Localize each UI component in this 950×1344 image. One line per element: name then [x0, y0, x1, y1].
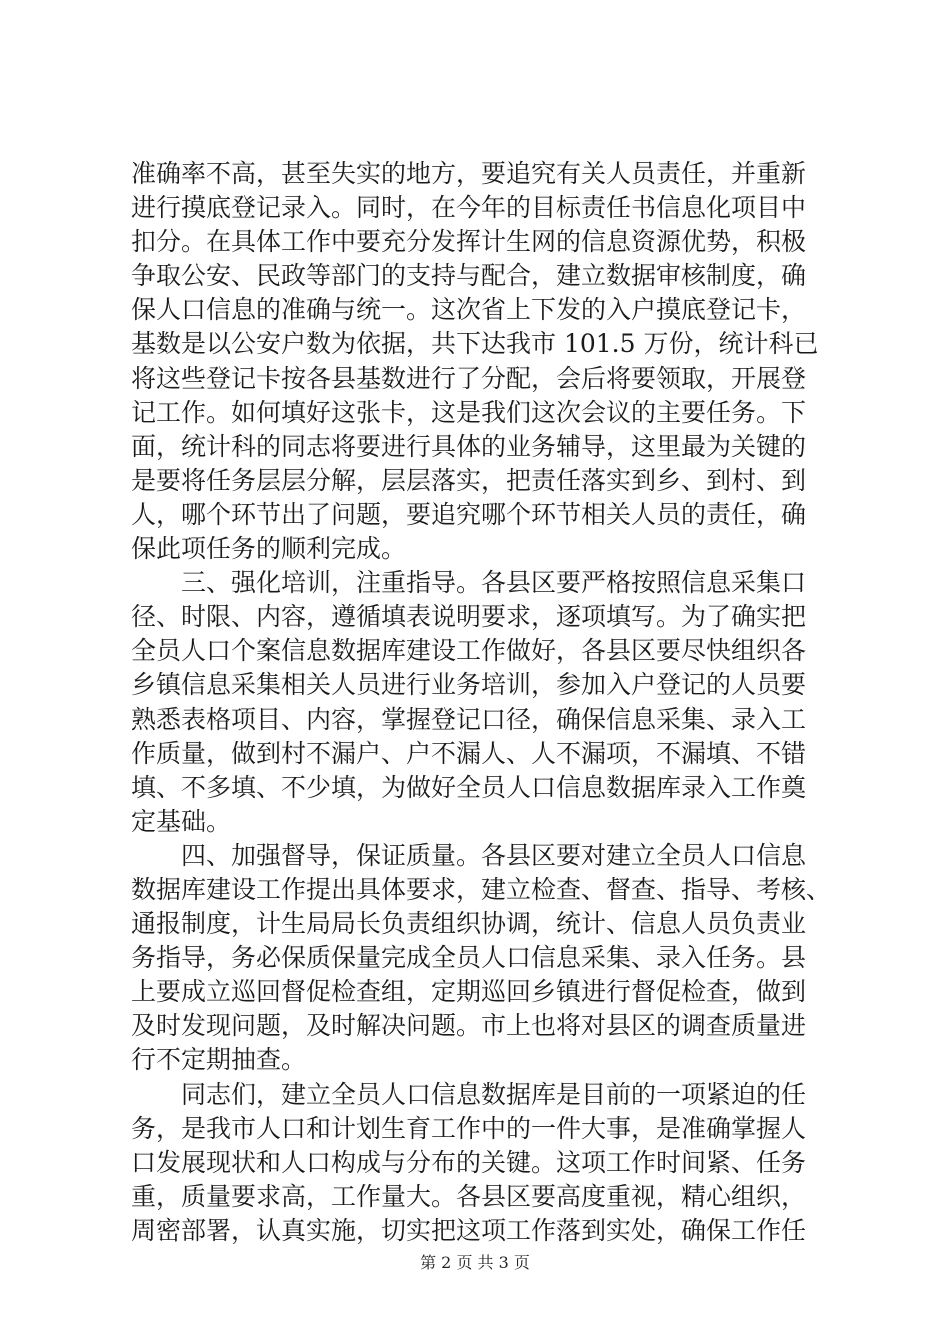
- text-line: 四、加强督导，保证质量。各县区要对建立全员人口信息: [131, 840, 807, 870]
- text-line: 准确率不高，甚至失实的地方，要追究有关人员责任，并重新: [131, 159, 807, 188]
- text-line: 乡镇信息采集相关人员进行业务培训，参加入户登记的人员要: [131, 670, 807, 700]
- text-line: 是要将任务层层分解，层层落实，把责任落实到乡、到村、到: [131, 465, 807, 495]
- text-line: 上要成立巡回督促检查组，定期巡回乡镇进行督促检查，做到: [131, 977, 807, 1007]
- text-line: 记工作。如何填好这张卡，这是我们这次会议的主要任务。下: [131, 397, 807, 427]
- text-line: 务，是我市人口和计划生育工作中的一件大事，是准确掌握人: [131, 1113, 807, 1143]
- text-line: 扣分。在具体工作中要充分发挥计生网的信息资源优势，积极: [131, 227, 807, 257]
- text-line: 保此项任务的顺利完成。: [131, 534, 407, 564]
- text-line: 保人口信息的准确与统一。这次省上下发的入户摸底登记卡，: [131, 295, 807, 325]
- document-body: [131, 157, 831, 1248]
- text-line: 熟悉表格项目、内容，掌握登记口径，确保信息采集、录入工: [131, 704, 807, 734]
- text-line: 径、时限、内容，遵循填表说明要求，逐项填写。为了确实把: [131, 602, 807, 632]
- text-line: 将这些登记卡按各县基数进行了分配，会后将要领取，开展登: [131, 363, 807, 393]
- text-line: 作质量，做到村不漏户、户不漏人、人不漏项，不漏填、不错: [131, 738, 807, 768]
- text-line: 通报制度，计生局局长负责组织协调，统计、信息人员负责业: [131, 909, 807, 939]
- text-line: 同志们，建立全员人口信息数据库是目前的一项紧迫的任: [131, 1079, 807, 1109]
- text-line: 口发展现状和人口构成与分布的关键。这项工作时间紧、任务: [131, 1147, 807, 1177]
- text-line: 三、强化培训，注重指导。各县区要严格按照信息采集口: [131, 568, 807, 598]
- text-line: 争取公安、民政等部门的支持与配合，建立数据审核制度，确: [131, 261, 807, 291]
- text-line: 数据库建设工作提出具体要求，建立检查、督查、指导、考核、: [131, 874, 832, 904]
- text-line: 进行摸底登记录入。同时，在今年的目标责任书信息化项目中: [131, 193, 807, 223]
- text-line: 周密部署，认真实施，切实把这项工作落到实处，确保工作任: [131, 1215, 807, 1245]
- text-line: 填、不多填、不少填，为做好全员人口信息数据库录入工作奠: [131, 772, 807, 802]
- page-footer: 第 2 页 共 3 页: [420, 1253, 530, 1272]
- text-line: 重，质量要求高，工作量大。各县区要高度重视，精心组织，: [131, 1181, 807, 1211]
- text-line: 务指导，务必保质保量完成全员人口信息采集、录入任务。县: [131, 943, 807, 973]
- text-line: 基数是以公安户数为依据，共下达我市 101.5 万份，统计科已: [131, 329, 819, 359]
- text-line: 及时发现问题，及时解决问题。市上也将对县区的调查质量进: [131, 1011, 807, 1041]
- text-line: 人，哪个环节出了问题，要追究哪个环节相关人员的责任，确: [131, 499, 807, 529]
- text-line: 定基础。: [131, 806, 232, 836]
- text-line: 全员人口个案信息数据库建设工作做好，各县区要尽快组织各: [131, 636, 807, 666]
- text-line: 面，统计科的同志将要进行具体的业务辅导，这里最为关键的: [131, 431, 807, 461]
- text-line: 行不定期抽查。: [131, 1045, 307, 1075]
